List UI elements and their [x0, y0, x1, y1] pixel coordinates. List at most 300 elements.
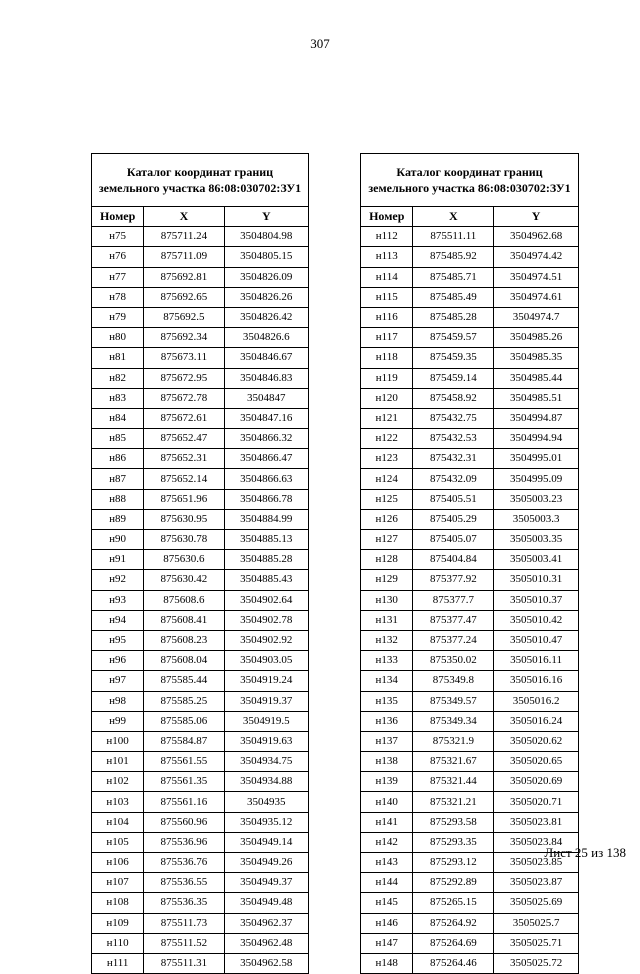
cell-point-number: н146 — [361, 913, 413, 933]
table-row — [361, 812, 579, 832]
table-row — [361, 227, 579, 247]
table-row — [92, 287, 309, 307]
cell-point-number: н127 — [361, 530, 413, 550]
table-row — [361, 590, 579, 610]
page-number: 307 — [310, 36, 330, 51]
cell-y-coordinate: 3505003.41 — [494, 550, 579, 570]
cell-point-number: н89 — [92, 509, 144, 529]
table-row — [92, 873, 309, 893]
cell-x-coordinate: 875459.14 — [413, 368, 494, 388]
cell-point-number: н145 — [361, 893, 413, 913]
cell-x-coordinate: 875377.47 — [413, 610, 494, 630]
table-row — [92, 711, 309, 731]
cell-x-coordinate: 875711.24 — [144, 227, 224, 247]
cell-x-coordinate: 875652.31 — [144, 449, 224, 469]
cell-y-coordinate: 3504919.37 — [224, 691, 308, 711]
cell-x-coordinate: 875692.65 — [144, 287, 224, 307]
cell-y-coordinate: 3505003.23 — [494, 489, 579, 509]
cell-y-coordinate: 3504919.24 — [224, 671, 308, 691]
cell-x-coordinate: 875485.28 — [413, 307, 494, 327]
table-row — [92, 449, 309, 469]
cell-y-coordinate: 3504994.94 — [494, 429, 579, 449]
cell-y-coordinate: 3504885.28 — [224, 550, 308, 570]
table-row — [361, 469, 579, 489]
cell-x-coordinate: 875511.31 — [144, 953, 224, 973]
cell-x-coordinate: 875561.55 — [144, 752, 224, 772]
cell-x-coordinate: 875349.34 — [413, 711, 494, 731]
table-row — [92, 267, 309, 287]
table-row — [361, 610, 579, 630]
cell-y-coordinate: 3504846.83 — [224, 368, 308, 388]
table-row — [92, 530, 309, 550]
cell-y-coordinate: 3504962.58 — [224, 953, 308, 973]
cell-point-number: н131 — [361, 610, 413, 630]
cell-y-coordinate: 3504919.5 — [224, 711, 308, 731]
cell-y-coordinate: 3505025.69 — [494, 893, 579, 913]
cell-y-coordinate: 3505010.47 — [494, 630, 579, 650]
cell-y-coordinate: 3504826.42 — [224, 307, 308, 327]
cell-point-number: н102 — [92, 772, 144, 792]
cell-y-coordinate: 3504985.51 — [494, 388, 579, 408]
cell-x-coordinate: 875608.23 — [144, 630, 224, 650]
cell-point-number: н141 — [361, 812, 413, 832]
cell-x-coordinate: 875511.52 — [144, 933, 224, 953]
table-row — [92, 792, 309, 812]
cell-x-coordinate: 875459.57 — [413, 328, 494, 348]
table-row — [92, 772, 309, 792]
cell-y-coordinate: 3504919.63 — [224, 731, 308, 751]
cell-point-number: н135 — [361, 691, 413, 711]
table-row — [92, 307, 309, 327]
cell-x-coordinate: 875264.46 — [413, 953, 494, 973]
cell-y-coordinate: 3505020.69 — [494, 772, 579, 792]
table-row — [361, 550, 579, 570]
cell-point-number: н99 — [92, 711, 144, 731]
table-row — [361, 429, 579, 449]
cell-y-coordinate: 3505020.65 — [494, 752, 579, 772]
table-row — [92, 348, 309, 368]
cell-x-coordinate: 875652.47 — [144, 429, 224, 449]
table-row — [92, 953, 309, 973]
table-row — [361, 772, 579, 792]
cell-x-coordinate: 875652.14 — [144, 469, 224, 489]
table-row — [92, 893, 309, 913]
cell-point-number: н137 — [361, 731, 413, 751]
cell-x-coordinate: 875672.95 — [144, 368, 224, 388]
cell-y-coordinate: 3504962.37 — [224, 913, 308, 933]
cell-point-number: н79 — [92, 307, 144, 327]
cell-point-number: н139 — [361, 772, 413, 792]
cell-point-number: н129 — [361, 570, 413, 590]
cell-y-coordinate: 3504985.26 — [494, 328, 579, 348]
cell-y-coordinate: 3504995.09 — [494, 469, 579, 489]
cell-point-number: н91 — [92, 550, 144, 570]
cell-x-coordinate: 875585.06 — [144, 711, 224, 731]
table-row — [361, 307, 579, 327]
cell-y-coordinate: 3505016.11 — [494, 651, 579, 671]
table-row — [92, 429, 309, 449]
cell-y-coordinate: 3504994.87 — [494, 408, 579, 428]
cell-point-number: н78 — [92, 287, 144, 307]
table-row — [92, 328, 309, 348]
cell-x-coordinate: 875692.5 — [144, 307, 224, 327]
cell-point-number: н107 — [92, 873, 144, 893]
cell-point-number: н94 — [92, 610, 144, 630]
cell-point-number: н95 — [92, 630, 144, 650]
cell-point-number: н106 — [92, 853, 144, 873]
cell-point-number: н144 — [361, 873, 413, 893]
table-row — [361, 408, 579, 428]
cell-y-coordinate: 3504884.99 — [224, 509, 308, 529]
cell-x-coordinate: 875377.24 — [413, 630, 494, 650]
cell-x-coordinate: 875293.35 — [413, 832, 494, 852]
table-row — [361, 368, 579, 388]
cell-x-coordinate: 875672.61 — [144, 408, 224, 428]
cell-y-coordinate: 3505003.3 — [494, 509, 579, 529]
cell-x-coordinate: 875561.16 — [144, 792, 224, 812]
cell-x-coordinate: 875536.76 — [144, 853, 224, 873]
table-row — [361, 893, 579, 913]
cell-y-coordinate: 3505025.71 — [494, 933, 579, 953]
cell-y-coordinate: 3504985.35 — [494, 348, 579, 368]
sheet-footer: Лист 25 из 138 — [544, 845, 626, 860]
cell-x-coordinate: 875692.34 — [144, 328, 224, 348]
cell-x-coordinate: 875293.12 — [413, 853, 494, 873]
coordinate-catalog-table-left — [91, 153, 309, 974]
cell-y-coordinate: 3504934.88 — [224, 772, 308, 792]
cell-y-coordinate: 3504866.47 — [224, 449, 308, 469]
cell-y-coordinate: 3504805.15 — [224, 247, 308, 267]
cell-point-number: н119 — [361, 368, 413, 388]
cell-x-coordinate: 875321.9 — [413, 731, 494, 751]
table-row — [92, 752, 309, 772]
cell-point-number: н143 — [361, 853, 413, 873]
cell-x-coordinate: 875536.35 — [144, 893, 224, 913]
table-row — [92, 489, 309, 509]
cell-y-coordinate: 3504935.12 — [224, 812, 308, 832]
cell-x-coordinate: 875585.25 — [144, 691, 224, 711]
cell-y-coordinate: 3504826.26 — [224, 287, 308, 307]
cell-x-coordinate: 875630.95 — [144, 509, 224, 529]
cell-x-coordinate: 875485.49 — [413, 287, 494, 307]
cell-point-number: н111 — [92, 953, 144, 973]
cell-point-number: н100 — [92, 731, 144, 751]
cell-point-number: н133 — [361, 651, 413, 671]
cell-x-coordinate: 875292.89 — [413, 873, 494, 893]
table-row — [92, 570, 309, 590]
cell-y-coordinate: 3505010.42 — [494, 610, 579, 630]
cell-point-number: н110 — [92, 933, 144, 953]
table-row — [92, 610, 309, 630]
table-row — [92, 408, 309, 428]
cell-x-coordinate: 875404.84 — [413, 550, 494, 570]
cell-point-number: н126 — [361, 509, 413, 529]
cell-x-coordinate: 875673.11 — [144, 348, 224, 368]
column-header-y: Y — [494, 207, 579, 227]
cell-x-coordinate: 875321.44 — [413, 772, 494, 792]
cell-point-number: н93 — [92, 590, 144, 610]
cell-y-coordinate: 3504949.37 — [224, 873, 308, 893]
table-row — [92, 550, 309, 570]
cell-point-number: н97 — [92, 671, 144, 691]
cell-x-coordinate: 875349.8 — [413, 671, 494, 691]
cell-y-coordinate: 3504846.67 — [224, 348, 308, 368]
table-row — [361, 933, 579, 953]
table-row — [92, 630, 309, 650]
cell-point-number: н138 — [361, 752, 413, 772]
cell-point-number: н86 — [92, 449, 144, 469]
cell-x-coordinate: 875692.81 — [144, 267, 224, 287]
table-row — [361, 671, 579, 691]
cell-point-number: н148 — [361, 953, 413, 973]
table-row — [361, 509, 579, 529]
table-row — [361, 691, 579, 711]
cell-point-number: н125 — [361, 489, 413, 509]
cell-point-number: н142 — [361, 832, 413, 852]
table-row — [92, 368, 309, 388]
cell-y-coordinate: 3504847.16 — [224, 408, 308, 428]
cell-y-coordinate: 3505016.2 — [494, 691, 579, 711]
cell-x-coordinate: 875405.07 — [413, 530, 494, 550]
cell-point-number: н101 — [92, 752, 144, 772]
table-row — [361, 267, 579, 287]
cell-x-coordinate: 875608.6 — [144, 590, 224, 610]
table-row — [92, 590, 309, 610]
cell-point-number: н84 — [92, 408, 144, 428]
table-row — [92, 469, 309, 489]
column-header-number: Номер — [361, 207, 413, 227]
cell-y-coordinate: 3504949.48 — [224, 893, 308, 913]
table-row — [361, 752, 579, 772]
cell-point-number: н130 — [361, 590, 413, 610]
cell-x-coordinate: 875651.96 — [144, 489, 224, 509]
table-row — [361, 449, 579, 469]
table-row — [361, 913, 579, 933]
cell-x-coordinate: 875350.02 — [413, 651, 494, 671]
cell-x-coordinate: 875377.92 — [413, 570, 494, 590]
cell-y-coordinate: 3504962.48 — [224, 933, 308, 953]
cell-point-number: н147 — [361, 933, 413, 953]
cell-x-coordinate: 875264.69 — [413, 933, 494, 953]
cell-x-coordinate: 875536.55 — [144, 873, 224, 893]
table-row — [92, 731, 309, 751]
cell-y-coordinate: 3504974.42 — [494, 247, 579, 267]
cell-x-coordinate: 875405.29 — [413, 509, 494, 529]
cell-x-coordinate: 875630.78 — [144, 530, 224, 550]
column-header-y: Y — [224, 207, 308, 227]
cell-y-coordinate: 3504949.26 — [224, 853, 308, 873]
table-row — [361, 792, 579, 812]
table-row — [361, 388, 579, 408]
table-row — [361, 873, 579, 893]
cell-point-number: н115 — [361, 287, 413, 307]
cell-y-coordinate: 3504885.13 — [224, 530, 308, 550]
cell-x-coordinate: 875264.92 — [413, 913, 494, 933]
cell-x-coordinate: 875405.51 — [413, 489, 494, 509]
cell-x-coordinate: 875432.53 — [413, 429, 494, 449]
table-row — [361, 651, 579, 671]
table-row — [92, 913, 309, 933]
cell-y-coordinate: 3505010.31 — [494, 570, 579, 590]
cell-x-coordinate: 875458.92 — [413, 388, 494, 408]
cell-x-coordinate: 875321.67 — [413, 752, 494, 772]
table-row — [92, 227, 309, 247]
table-row — [361, 247, 579, 267]
cell-point-number: н104 — [92, 812, 144, 832]
cell-point-number: н87 — [92, 469, 144, 489]
cell-y-coordinate: 3505023.85 — [494, 853, 579, 873]
cell-y-coordinate: 3504902.78 — [224, 610, 308, 630]
column-header-number: Номер — [92, 207, 144, 227]
cell-y-coordinate: 3504974.61 — [494, 287, 579, 307]
cell-x-coordinate: 875585.44 — [144, 671, 224, 691]
cell-y-coordinate: 3504902.92 — [224, 630, 308, 650]
cell-x-coordinate: 875432.09 — [413, 469, 494, 489]
cell-x-coordinate: 875630.42 — [144, 570, 224, 590]
cell-y-coordinate: 3505020.62 — [494, 731, 579, 751]
cell-x-coordinate: 875536.96 — [144, 832, 224, 852]
cell-x-coordinate: 875511.73 — [144, 913, 224, 933]
cell-x-coordinate: 875672.78 — [144, 388, 224, 408]
cell-point-number: н132 — [361, 630, 413, 650]
cell-point-number: н96 — [92, 651, 144, 671]
cell-x-coordinate: 875630.6 — [144, 550, 224, 570]
cell-point-number: н134 — [361, 671, 413, 691]
cell-x-coordinate: 875561.35 — [144, 772, 224, 792]
cell-y-coordinate: 3504866.32 — [224, 429, 308, 449]
cell-point-number: н103 — [92, 792, 144, 812]
cell-y-coordinate: 3504866.78 — [224, 489, 308, 509]
table-row — [361, 348, 579, 368]
cell-point-number: н83 — [92, 388, 144, 408]
table-body — [92, 227, 309, 974]
cell-point-number: н85 — [92, 429, 144, 449]
column-header-x: X — [144, 207, 224, 227]
table-row — [92, 509, 309, 529]
cell-y-coordinate: 3504935 — [224, 792, 308, 812]
cell-x-coordinate: 875511.11 — [413, 227, 494, 247]
table-row — [92, 832, 309, 852]
cell-y-coordinate: 3505010.37 — [494, 590, 579, 610]
cell-x-coordinate: 875560.96 — [144, 812, 224, 832]
cell-y-coordinate: 3505025.72 — [494, 953, 579, 973]
cell-point-number: н114 — [361, 267, 413, 287]
cell-y-coordinate: 3504885.43 — [224, 570, 308, 590]
table-title: Каталог координат границ земельного участка 86:08:030702:ЗУ1 — [92, 154, 309, 207]
cell-point-number: н98 — [92, 691, 144, 711]
cell-x-coordinate: 875432.75 — [413, 408, 494, 428]
cell-y-coordinate: 3504804.98 — [224, 227, 308, 247]
cell-y-coordinate: 3505023.81 — [494, 812, 579, 832]
table-row — [361, 489, 579, 509]
cell-y-coordinate: 3505003.35 — [494, 530, 579, 550]
cell-y-coordinate: 3505020.71 — [494, 792, 579, 812]
cell-y-coordinate: 3504826.6 — [224, 328, 308, 348]
table-row — [92, 691, 309, 711]
table-row — [361, 530, 579, 550]
cell-y-coordinate: 3504949.14 — [224, 832, 308, 852]
cell-y-coordinate: 3504934.75 — [224, 752, 308, 772]
cell-y-coordinate: 3504903.05 — [224, 651, 308, 671]
cell-point-number: н90 — [92, 530, 144, 550]
table-title: Каталог координат границ земельного участка 86:08:030702:ЗУ1 — [361, 154, 579, 207]
cell-y-coordinate: 3504902.64 — [224, 590, 308, 610]
cell-point-number: н116 — [361, 307, 413, 327]
table-row — [92, 388, 309, 408]
cell-y-coordinate: 3505016.24 — [494, 711, 579, 731]
cell-y-coordinate: 3505023.84 — [494, 832, 579, 852]
cell-x-coordinate: 875349.57 — [413, 691, 494, 711]
cell-x-coordinate: 875459.35 — [413, 348, 494, 368]
cell-y-coordinate: 3504826.09 — [224, 267, 308, 287]
cell-point-number: н108 — [92, 893, 144, 913]
cell-point-number: н80 — [92, 328, 144, 348]
cell-y-coordinate: 3504974.7 — [494, 307, 579, 327]
table-row — [92, 247, 309, 267]
cell-point-number: н117 — [361, 328, 413, 348]
table-row — [361, 570, 579, 590]
table-row — [92, 651, 309, 671]
cell-point-number: н136 — [361, 711, 413, 731]
cell-point-number: н82 — [92, 368, 144, 388]
cell-x-coordinate: 875293.58 — [413, 812, 494, 832]
cell-x-coordinate: 875485.71 — [413, 267, 494, 287]
cell-point-number: н76 — [92, 247, 144, 267]
cell-x-coordinate: 875321.21 — [413, 792, 494, 812]
cell-x-coordinate: 875265.15 — [413, 893, 494, 913]
cell-y-coordinate: 3505023.87 — [494, 873, 579, 893]
cell-point-number: н128 — [361, 550, 413, 570]
table-body — [361, 227, 579, 974]
cell-point-number: н140 — [361, 792, 413, 812]
cell-x-coordinate: 875608.41 — [144, 610, 224, 630]
cell-point-number: н77 — [92, 267, 144, 287]
cell-point-number: н113 — [361, 247, 413, 267]
cell-point-number: н112 — [361, 227, 413, 247]
cell-point-number: н120 — [361, 388, 413, 408]
table-row — [361, 711, 579, 731]
cell-x-coordinate: 875485.92 — [413, 247, 494, 267]
table-row — [361, 287, 579, 307]
table-row — [92, 933, 309, 953]
cell-y-coordinate: 3504985.44 — [494, 368, 579, 388]
table-row — [92, 671, 309, 691]
cell-point-number: н122 — [361, 429, 413, 449]
cell-y-coordinate: 3505025.7 — [494, 913, 579, 933]
cell-point-number: н118 — [361, 348, 413, 368]
cell-point-number: н88 — [92, 489, 144, 509]
cell-point-number: н121 — [361, 408, 413, 428]
column-header-x: X — [413, 207, 494, 227]
cell-y-coordinate: 3505016.16 — [494, 671, 579, 691]
table-row — [361, 328, 579, 348]
cell-y-coordinate: 3504995.01 — [494, 449, 579, 469]
cell-x-coordinate: 875608.04 — [144, 651, 224, 671]
cell-point-number: н81 — [92, 348, 144, 368]
cell-y-coordinate: 3504974.51 — [494, 267, 579, 287]
cell-point-number: н109 — [92, 913, 144, 933]
table-row — [361, 630, 579, 650]
cell-point-number: н75 — [92, 227, 144, 247]
table-row — [92, 812, 309, 832]
cell-point-number: н124 — [361, 469, 413, 489]
cell-x-coordinate: 875432.31 — [413, 449, 494, 469]
table-row — [361, 953, 579, 973]
cell-point-number: н123 — [361, 449, 413, 469]
cell-y-coordinate: 3504847 — [224, 388, 308, 408]
table-row — [361, 731, 579, 751]
cell-x-coordinate: 875584.87 — [144, 731, 224, 751]
